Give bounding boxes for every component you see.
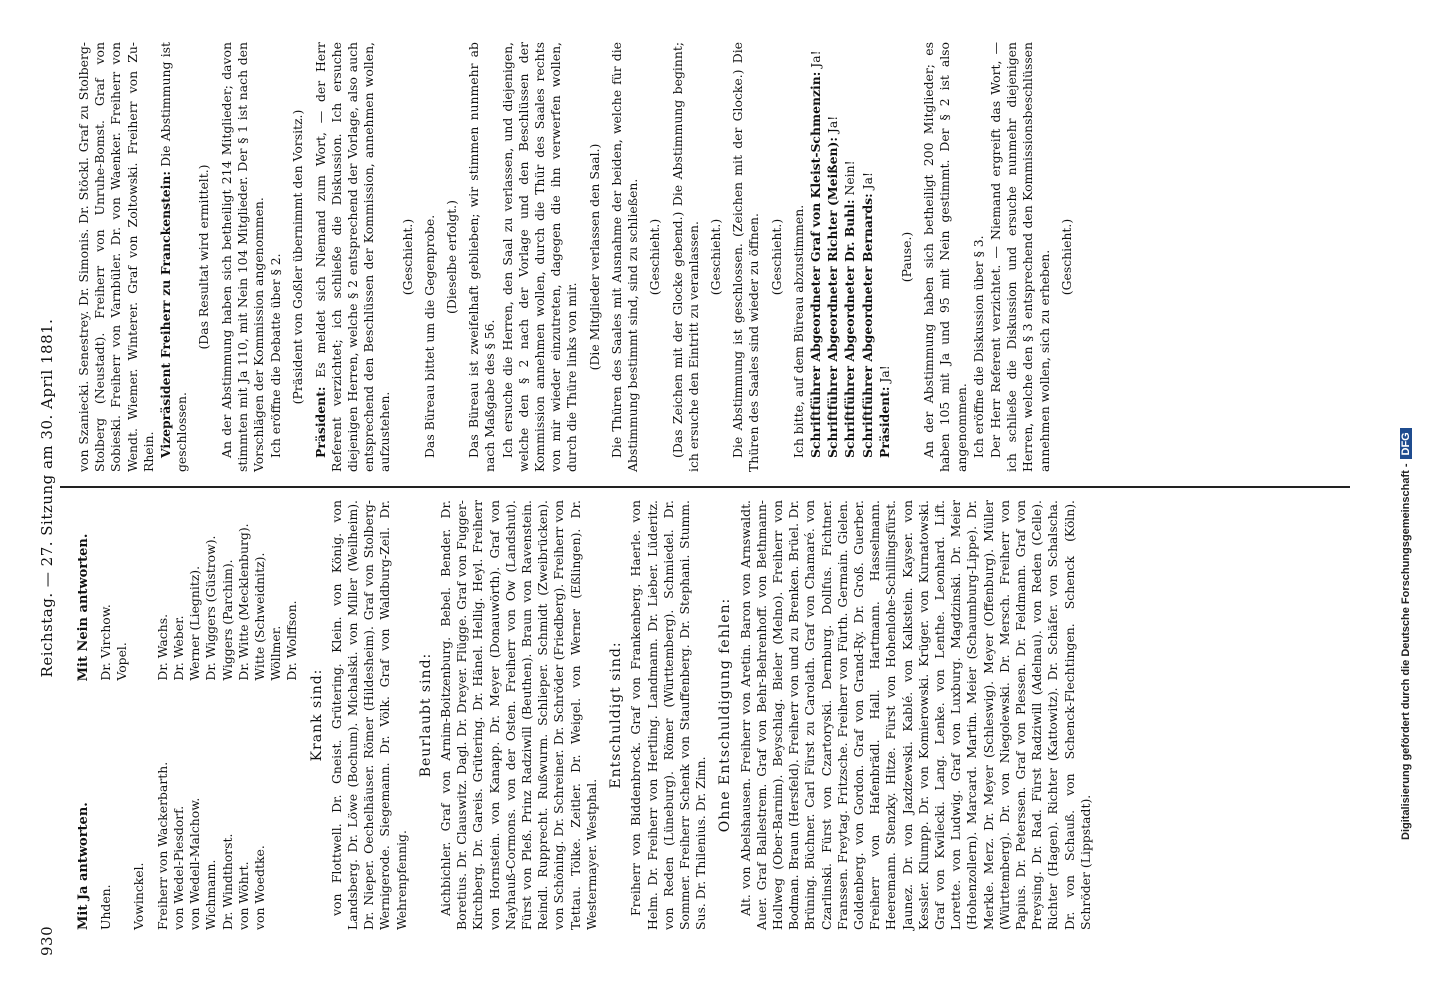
speech-text: Die Abstimmung ist geschlossen. [158,42,190,472]
entschuldigt-heading: Entschuldigt sind: [608,641,625,789]
right-column [76,42,1081,472]
paragraph: Die Thüren des Saales mit Ausnahme der beiden, welche für die Abstimmung bestimmt sind, sind zu schließen. [608,42,641,472]
yes-voter: von Woedtke. [252,845,268,930]
vote-row [98,500,114,930]
yes-voter [147,681,155,930]
stage-direction: (Geschieht.) [768,218,784,296]
vote-row [284,500,300,930]
no-voter: Vopel. [114,642,130,681]
vote-row [131,500,147,930]
dfg-badge: DFG [1400,428,1412,459]
stage-direction: (Geschieht.) [1058,218,1074,296]
no-voter [131,500,147,681]
yes-voter [284,681,300,930]
speaker: Schriftführer Abgeordneter Richter (Meißen): [825,137,841,458]
yes-heading: Mit Ja antworten. [76,802,91,930]
entschuldigt-list: Freiherr von Biddenbrock. Graf von Frankenberg. Haerle. von Helm. Dr. Freiherr von Hertling. Landmann. Dr. Lieber. Lüderitz. von Reden (Lüneburg). Römer (Württemberg). Schmiedel. Dr. Sommer. Freiherr Schenk von Stauffenberg. Dr. Stephani. Stumm. Sus. Dr. Thilenius. Dr. Zinn. [628,500,709,930]
paragraph [808,42,824,472]
yes-voter: Wichmann. [203,859,219,930]
vote-row [187,500,203,930]
vote-list [98,500,300,930]
yes-voter: Vowinckel. [130,862,146,930]
paragraph: Ich eröffne die Diskussion über § 3. [970,235,986,458]
speech-text: Ja! [825,115,841,134]
speaker: Präsident: [876,386,892,458]
paragraph: Das Büreau bittet um die Gegenprobe. [421,214,437,458]
digitization-note-text: Digitalisierung gefördert durch die Deutsche Forschungsgemeinschaft - [1400,463,1412,840]
no-voter: Dr. Weber. [171,615,187,681]
stage-direction: (Geschieht.) [399,218,415,296]
paragraph: Die Abstimmung ist geschlossen. (Zeichen mit der Glocke.) Die Thüren des Saales sind wieder zu öffnen. [730,42,762,472]
vote-row [236,500,252,930]
digitization-note [1400,0,1420,840]
no-voter: Wiggers (Parchim). [219,559,235,681]
paragraph [860,42,876,472]
ohne-entschuldigung-list: Alt. von Abelshausen. Freiherr von Aretin. Baron von Arnswaldt. Auer. Graf Ballestrem. Graf von Behr-Behrenhoff. von Bethmann-Hollweg (Ober-Barnim). Beyschlag. Bieler (Melno). Freiherr von Bodman. Braun (Hersfeld). Freiherr von und zu Brenken. Brüel. Dr. Brüning. Büchner. Carl Fürst zu Carolath. Graf von Chamaré. von Czarlinski. Fürst von Czartoryski. Dernburg. Dollfus. Fichtner. Franssen. Freytag. Fritzsche. Freiherr von Fürth. Germain. Gielen. Goldenberg. von Gordon. Graf von Grand-Ry. Dr. Groß. Guerber. Freiherr von Hafenbrädl. Hall. Hartmann. Hasselmann. Heeremann. Stenzky. Hitze. Fürst von Hohenlohe-Schillingsfürst. Jaunez. Dr. von Jazdzewski. Kablé. von Kalkstein. Kayser. von Kessler. Klumpp. Dr. von Komierowski. Krüger. von Kurnatowski. Graf von Kwilecki. Lang. Lenke. von Lenthe. Leonhard. Lift. Lorette. von Ludwig. Graf von Luxburg. Magdzinski. Dr. Meier (Hohenzollern). Marcard. Martin. Meier (Schaumburg-Lippe). Dr. Merkle. Merz. Dr. Meyer (Schleswig). Meyer (Offenburg). Müller (Württemberg). Dr. von Niegolewski. Dr. Mersch. Freiherr von Papius. Dr. Peterssen. Graf von Plessen. Dr. Feldmann. Graf von Preysing. Dr. Rad. Fürst Radziwill (Adelnau). von Reden (Celle). Richter (Hagen). Richter (Kattowitz). Dr. Schäfer. von Schalscha. Dr. von Schauß. von Schenck-Flechtingen. Schenck (Köln). Schröder (Lippstadt). [737,500,1093,930]
column-divider [60,487,1350,489]
continued-name-list: von Szaniecki. Senestrey. Dr. Simonis. Dr. Stöckl. Graf zu Stolberg-Stolberg (Neustadt). Freiherr von Unruhe-Bomst. Graf von Sobieski. Freiherr von Varnbüler. Dr. von Waenker. Freiherr von Wendt. Wiemer. Winterer. Graf von Zoltowski. Freiherr von Zu-Rhein. [76,42,156,472]
beurlaubt-heading: Beurlaubt sind: [417,652,434,778]
yes-voter: von Wedel-Piesdorf. [171,805,187,930]
vote-row [155,500,171,930]
krank-heading: Krank sind: [308,668,325,762]
speaker: Schriftführer Abgeordneter Bernards: [859,193,875,458]
paragraph: Das Büreau ist zweifelhaft geblieben; wir stimmen nunmehr ab nach Maßgabe des § 56. [466,42,498,472]
krank-list: von Flottwell. Dr. Gneist. Grütering. Klein. von König. von Landsberg. Dr. Löwe (Bochum). Michalski. von Miller (Weilheim). Dr. Nieper. Oechelhäuser. Römer (Hildesheim). Graf von Stolberg-Wernigerode. Siegemann. Dr. Völk. Graf von Waldburg-Zeil. Dr. Wehrenpfennig. [328,500,409,930]
vote-row [114,500,130,930]
yes-voter [114,681,130,930]
paragraph [842,42,858,472]
ohne-entschuldigung-heading: Ohne Entschuldigung fehlen: [717,597,734,833]
speech-text: Nein! [842,160,858,196]
speaker: Vizepräsident Freiherr zu Franckenstein: [158,171,174,458]
stage-direction: (Geschieht.) [647,218,663,296]
no-voter: Dr. Wiggers (Güstrow). [203,535,219,681]
page-header [38,40,64,956]
speaker: Präsident: [312,386,328,458]
yes-voter: Uhden. [98,884,114,930]
yes-voter [268,681,284,930]
speech-text: Ja! [876,365,892,383]
stage-direction: (Präsident von Goßler übernimmt den Vorsitz.) [290,109,306,405]
paragraph: (Das Zeichen mit der Glocke gebend.) Die Abstimmung beginnt; ich ersuche den Eintritt zu veranlassen. [669,42,701,472]
left-column [76,500,1095,930]
no-voter: Dr. Virchow. [98,604,114,681]
paragraph [825,42,841,472]
no-voter: Dr. Wachs. [154,613,170,681]
paragraph: An der Abstimmung haben sich betheiligt 200 Mitglieder; es haben 105 mit Ja und 95 mit Nein gestimmt. Der § 2 ist also angenommen. [921,42,969,472]
paragraph: Der Herr Referent verzichtet. — Niemand ergreift das Wort, — ich schließe die Diskussion und ersuche nunmehr diejenigen Herren, welche den § 3 entsprechend den Kommissionsbeschlüssen annehmen wollen, sich zu erheben. [987,42,1052,472]
vote-row [171,500,187,930]
speaker: Schriftführer Abgeordneter Dr. Buhl: [842,199,858,458]
paragraph [877,42,893,472]
stage-direction: (Dieselbe erfolgt.) [444,200,460,314]
paragraph: An der Abstimmung haben sich betheiligt 214 Mitglieder; davon stimmten mit Ja 110, mit Nein 104 Mitglieder. Der § 1 ist nach den Vorschlägen der Kommission angenommen. [218,42,267,472]
beurlaubt-list: Aichbichler. Graf von Arnim-Boitzenburg. Bebel. Bender. Dr. Boretius. Dr. Clauswitz. Dagl. Dr. Dreyer. Flügge. Graf von Fugger-Kirchberg. Dr. Gareis. Grütering. Dr. Hänel. Hellig. Heyl. Freiherr von Hornstein. von Kanapp. Dr. Meyer (Donauwörth). Graf von Nayhauß-Cormons. von der Osten. Freiherr von Ow (Landshut). Fürst von Pleß. Prinz Radziwill (Beuthen). Braun von Ravenstein. Reindl. Rupprecht. Rußwurm. Schlieper. Schmidt (Zweibrücken). von Schöning. Dr. Schreiner. Dr. Schröder (Friedberg). Freiherr von Tettau. Tölke. Zeitler. Dr. Weigel. von Werner (Eßlingen). Dr. Westermayer. Westphal. [438,500,599,930]
stage-direction: (Das Resultat wird ermittelt.) [196,164,212,350]
speech-text: Ja! [859,172,875,190]
paragraph: Ich ersuche die Herren, den Saal zu verlassen, und diejenigen, welche den § 2 nach der Vorlage und den Beschlüssen der Kommission annehmen wollen, durch die Thür des Saales rechts von mir wieder einzutreten, dagegen die ihn verwerfen wollen, durch die Thüre links von mir. [499,42,580,472]
paragraph [313,42,394,472]
no-voter: Dr. Wolffson. [284,600,300,681]
speech-text: Ja! [807,50,823,68]
paragraph [158,42,190,472]
stage-direction: (Die Mitglieder verlassen den Saal.) [586,143,602,371]
vote-row [268,500,284,930]
no-voter [147,500,155,681]
stage-direction: (Geschieht.) [707,218,723,296]
speaker: Schriftführer Abgeordneter Graf von Kleist-Schmenzin: [807,71,823,458]
yes-voter: Freiherr von Wackerbarth. [154,761,170,930]
no-voter: Wöllmer. [268,625,284,681]
vote-row [220,500,236,930]
yes-voter: Dr. Windthorst. [219,833,235,930]
vote-row [203,500,219,930]
speech-text: Es meldet sich Niemand zum Wort, — der Herr Referent verzichtet; ich schließe die Diskussion. Ich ersuche diejenigen Herren, welche § 2 entsprechend der Vorlage, also auch entsprechend den Beschlüssen der Kommission, annehmen wollen, aufzustehen. [312,42,393,472]
stage-direction: (Pause.) [898,231,914,283]
no-voter: Werner (Liegnitz). [187,565,203,681]
no-voter: Dr. Witte (Mecklenburg). [235,523,251,681]
no-heading: Mit Nein antworten. [76,533,91,682]
page-number: 930 [38,925,56,956]
no-voter: Witte (Schweidnitz). [252,552,268,681]
paragraph: Ich bitte, auf dem Büreau abzustimmen. [790,204,806,458]
yes-voter: von Wöhrt. [235,861,251,930]
paragraph: Ich eröffne die Debatte über § 2. [268,253,284,458]
yes-voter: von Wedell-Malchow. [187,797,203,930]
vote-list-header [76,500,92,930]
vote-row [252,500,268,930]
page-title: Reichstag. — 27. Sitzung am 30. April 1881. [38,318,56,678]
vote-row [147,500,155,930]
